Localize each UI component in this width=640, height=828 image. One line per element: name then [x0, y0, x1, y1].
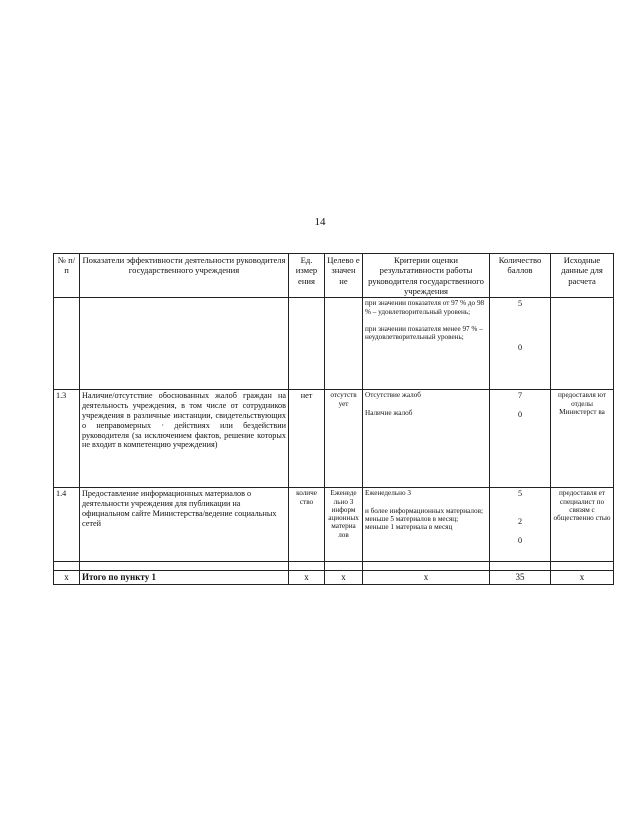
points-value: 7: [517, 391, 523, 401]
row-target: Еженеде льно 3 информ ационных материа лов: [325, 488, 363, 562]
row-criteria: [363, 488, 490, 562]
continuation-points: [490, 298, 551, 390]
header-unit: Ед. измер ения: [289, 254, 325, 298]
cell-empty: [289, 562, 325, 571]
criteria-text: Отсутствие жалоб: [365, 391, 421, 400]
table-row: [54, 390, 614, 488]
criteria-text: меньше 5 материалов в месяц;: [365, 514, 459, 523]
header-source: Исходные данные для расчета: [551, 254, 614, 298]
criteria-text: при значении показателя от 97 % до 98 % – удовлетворительный уровень;: [365, 299, 485, 316]
page-number: 14: [314, 216, 326, 228]
points-value: 0: [517, 410, 523, 420]
total-source: x: [551, 571, 614, 585]
points-value: 5: [517, 299, 523, 309]
total-row: [54, 571, 614, 585]
criteria-text: меньше 1 материала в месяц: [365, 523, 453, 532]
row-source: предоставля ют отделы Министерст ва: [551, 390, 614, 488]
cell-empty: [551, 298, 614, 390]
points-value: 0: [517, 535, 523, 545]
cell-empty: [80, 562, 289, 571]
row-num: 1.3: [54, 390, 80, 488]
cell-empty: [551, 562, 614, 571]
criteria-text: и более информационных материалов;: [365, 506, 483, 515]
row-unit: нет: [289, 390, 325, 488]
total-criteria: x: [363, 571, 490, 585]
header-criteria: Критерии оценки результативности работы руководителя государственного учреждения: [363, 254, 490, 298]
header-num: № п/п: [54, 254, 80, 298]
cell-empty: [325, 562, 363, 571]
header-row: [54, 254, 614, 298]
cell-empty: [490, 562, 551, 571]
evaluation-table: [53, 253, 614, 585]
points-value: 5: [517, 489, 523, 499]
row-target: отсутств ует: [325, 390, 363, 488]
total-unit: x: [289, 571, 325, 585]
table-row: [54, 488, 614, 562]
row-indicator: Предоставление информационных материалов о деятельности учреждения для публикации на официальном сайте Министерства/ведение социальных сетей: [80, 488, 289, 562]
header-indicator: Показатели эффективности деятельности руководителя государственного учреждения: [80, 254, 289, 298]
spacer-row: [54, 562, 614, 571]
row-indicator: Наличие/отсутствие обоснованных жалоб граждан на деятельность учреждения, в том числе от сотрудников учреждения в различные инстанции, свидетельствующих о неправомерных · действиях или бездействии руководителя (за исключением фактов, решение которых не входит в компетенцию учреждения): [80, 390, 289, 488]
cell-empty: [80, 298, 289, 390]
criteria-text: Еженедельно 3: [365, 489, 411, 498]
points-value: 2: [517, 517, 523, 527]
row-num: 1.4: [54, 488, 80, 562]
continuation-row: [54, 298, 614, 390]
row-source: предоставля ет специалист по связям с общественно стью: [551, 488, 614, 562]
row-criteria: [363, 390, 490, 488]
cell-empty: [289, 298, 325, 390]
header-target: Целево е значен не: [325, 254, 363, 298]
row-unit: количе ство: [289, 488, 325, 562]
points-value: 0: [517, 343, 523, 353]
total-label: Итого по пункту 1: [80, 571, 289, 585]
cell-empty: [54, 562, 80, 571]
total-num: x: [54, 571, 80, 585]
row-points: [490, 390, 551, 488]
cell-empty: [54, 298, 80, 390]
total-target: x: [325, 571, 363, 585]
cell-empty: [363, 562, 490, 571]
criteria-text: Наличие жалоб: [365, 408, 413, 417]
cell-empty: [325, 298, 363, 390]
total-points: 35: [490, 571, 551, 585]
row-points: [490, 488, 551, 562]
criteria-text: при значении показателя менее 97 % – неудовлетворительный уровень;: [365, 324, 483, 342]
header-points: Количество баллов: [490, 254, 551, 298]
continuation-criteria: [363, 298, 490, 390]
